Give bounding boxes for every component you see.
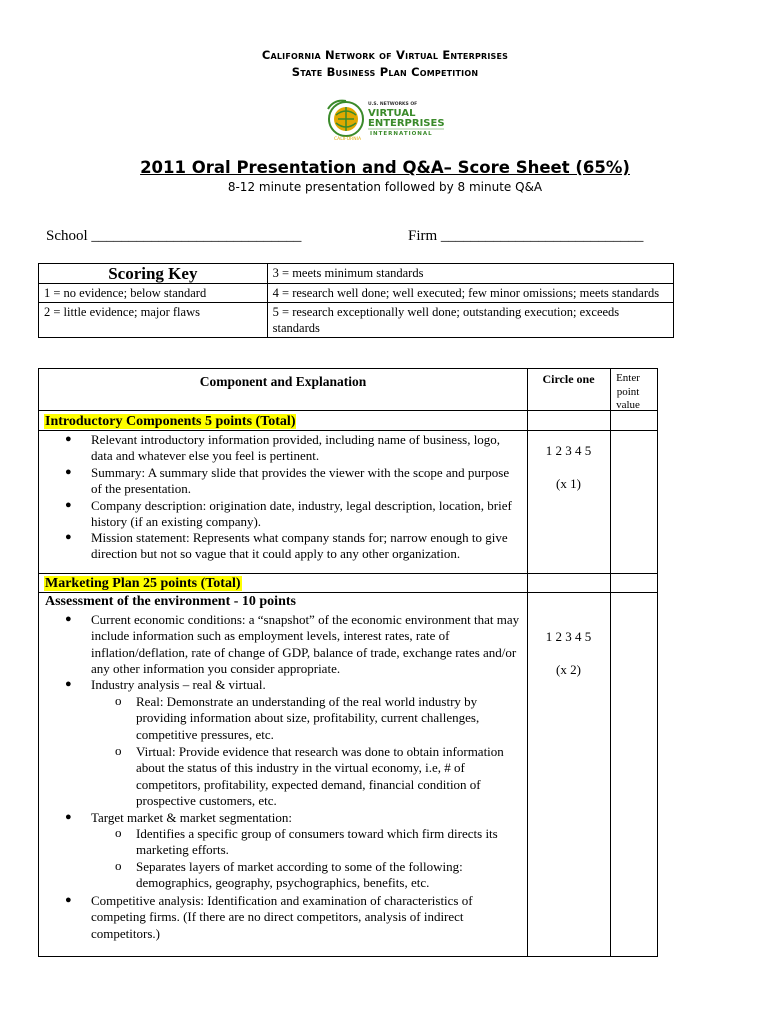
circle-one-column-header: Circle one bbox=[542, 372, 595, 386]
bullet-icon: ● bbox=[65, 531, 72, 543]
intro-bullet-3: Company description: origination date, industry, legal description, location, brief history (if an existing company). bbox=[91, 498, 512, 530]
scoring-key-table bbox=[38, 263, 674, 338]
section-marketing-title bbox=[44, 575, 242, 592]
assessment-subheading: Assessment of the environment - 10 points bbox=[45, 594, 296, 609]
intro-multiplier: (x 1) bbox=[556, 476, 581, 491]
intro-bullet-2: Summary: A summary slide that provides the viewer with the scope and purpose of the presentation. bbox=[91, 465, 510, 497]
marketing-bullet-target: Target market & market segmentation: bbox=[91, 810, 293, 825]
marketing-multiplier: (x 2) bbox=[556, 662, 581, 677]
svg-text:INTERNATIONAL: INTERNATIONAL bbox=[370, 131, 433, 137]
school-field[interactable]: School ____________________________ bbox=[46, 228, 302, 244]
score-3-description: 3 = meets minimum standards bbox=[267, 264, 673, 284]
intro-score-scale[interactable]: 1 2 3 4 5 bbox=[545, 443, 592, 458]
bullet-icon: ● bbox=[65, 613, 72, 625]
svg-text:U.S. NETWORKS OF: U.S. NETWORKS OF bbox=[368, 102, 418, 107]
bullet-icon: ● bbox=[65, 894, 72, 906]
score-4-description: 4 = research well done; well executed; few minor omissions; meets standards bbox=[267, 284, 673, 303]
intro-point-value-cell[interactable] bbox=[611, 431, 656, 573]
bullet-icon: ● bbox=[65, 678, 72, 690]
point-value-column-header: Enter point value bbox=[616, 372, 640, 411]
bullet-icon: ● bbox=[65, 811, 72, 823]
marketing-score-scale[interactable]: 1 2 3 4 5 bbox=[545, 629, 592, 644]
circle-bullet-icon: o bbox=[115, 693, 122, 708]
competition-name-title bbox=[0, 65, 770, 79]
svg-text:CALIFORNIA: CALIFORNIA bbox=[334, 137, 362, 142]
target-consumers: Identifies a specific group of consumers toward which firm directs its marketing efforts. bbox=[136, 826, 498, 858]
marketing-bullet-competitive: Competitive analysis: Identification and examination of characteristics of competing firms. (If there are no direct competitors, analysis of indirect competitors.) bbox=[91, 893, 473, 941]
intro-bullet-1: Relevant introductory information provided, including name of business, logo, data and whatever else you feel is pertinent. bbox=[91, 432, 501, 464]
circle-bullet-icon: o bbox=[115, 743, 122, 758]
page-subtitle: 8-12 minute presentation followed by 8 minute Q&A bbox=[227, 180, 543, 194]
target-segmentation: Separates layers of market according to some of the following: demographics, geography, psychographics, benefits, etc. bbox=[136, 859, 463, 891]
firm-field[interactable]: Firm ___________________________ bbox=[408, 228, 644, 244]
score-2-description: 2 = little evidence; major flaws bbox=[39, 303, 268, 338]
section-introductory-label: Introductory Components 5 points (Total) bbox=[45, 414, 296, 429]
bullet-icon: ● bbox=[65, 433, 72, 445]
veinternational-logo bbox=[324, 95, 448, 143]
scoring-key-heading: Scoring Key bbox=[39, 264, 268, 284]
section-marketing-label: Marketing Plan 25 points (Total) bbox=[45, 576, 241, 591]
marketing-bullet-industry: Industry analysis – real & virtual. bbox=[91, 677, 266, 692]
svg-text:VIRTUAL: VIRTUAL bbox=[368, 108, 416, 119]
header-line-1: California Network of Virtual Enterprises bbox=[261, 48, 509, 62]
bullet-icon: ● bbox=[65, 466, 72, 478]
bullet-icon: ● bbox=[65, 499, 72, 511]
circle-bullet-icon: o bbox=[115, 825, 122, 840]
industry-real: Real: Demonstrate an understanding of the real world industry by providing information about size, profitability, current challenges, competitive pressures, etc. bbox=[136, 694, 480, 742]
competition-network-title bbox=[0, 48, 770, 62]
score-table bbox=[38, 368, 658, 957]
circle-bullet-icon: o bbox=[115, 858, 122, 873]
section-introductory-title bbox=[44, 413, 296, 430]
component-column-header: Component and Explanation bbox=[199, 374, 367, 389]
header-line-2: State Business Plan Competition bbox=[291, 65, 479, 79]
score-1-description: 1 = no evidence; below standard bbox=[39, 284, 268, 303]
svg-text:ENTERPRISES: ENTERPRISES bbox=[368, 118, 445, 129]
industry-virtual: Virtual: Provide evidence that research was done to obtain information about the status of this industry in the virtual economy, i.e, # of competitors, profitability, expected demand, financial condition of prospective customers, etc. bbox=[136, 744, 504, 809]
marketing-bullet-economic: Current economic conditions: a “snapshot” of the economic environment that may include information such as employment levels, interest rates, rate of inflation/deflation, rate of change of GDP, balance of trade, exchange rates and/or any other information you consider appropriate. bbox=[91, 612, 520, 677]
score-5-description: 5 = research exceptionally well done; outstanding execution; exceeds standards bbox=[267, 303, 673, 338]
page-title: 2011 Oral Presentation and Q&A– Score Sheet (65%) bbox=[140, 158, 630, 177]
intro-bullet-4: Mission statement: Represents what company stands for; narrow enough to give direction but not so vague that it could apply to any other organization. bbox=[91, 530, 508, 562]
marketing-point-value-cell[interactable] bbox=[611, 593, 656, 955]
